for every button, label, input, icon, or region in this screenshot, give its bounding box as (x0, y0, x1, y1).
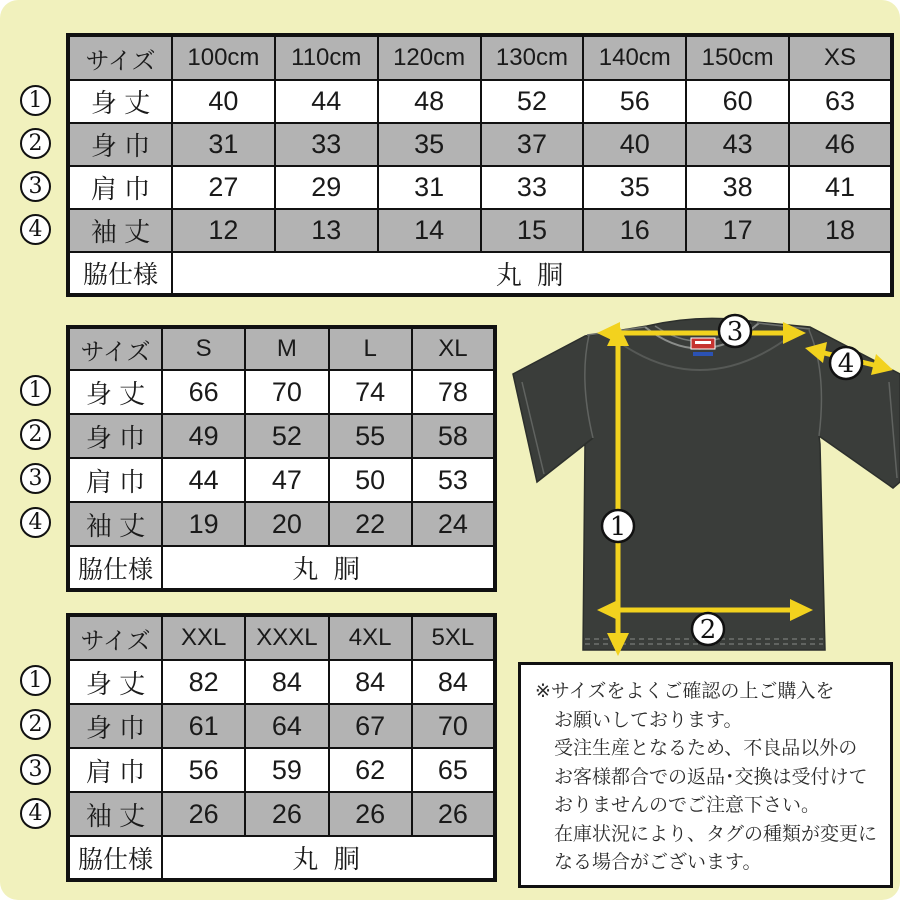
neck-tag-text (695, 341, 711, 344)
size-header-cell: XXL (162, 615, 245, 660)
measurement-value-cell: 84 (412, 660, 495, 704)
measurement-value-cell: 26 (412, 792, 495, 836)
measurement-value-cell: 20 (245, 502, 328, 546)
row-label-cell: 身 丈 (68, 660, 162, 704)
measurement-value-cell: 15 (481, 209, 584, 252)
row-marker-2: 2 (20, 709, 51, 740)
measurement-value-cell: 84 (245, 660, 328, 704)
side-spec-row (68, 546, 495, 590)
size-header-cell: 150cm (686, 35, 789, 80)
row-marker-2: 2 (20, 419, 51, 450)
size-header-cell: 4XL (329, 615, 412, 660)
measurement-value-cell: 58 (412, 414, 495, 458)
measurement-value-cell: 74 (329, 370, 412, 414)
measurement-value-cell: 44 (275, 80, 378, 123)
measurement-value-cell: 49 (162, 414, 245, 458)
measurement-value-cell: 24 (412, 502, 495, 546)
measurement-row (68, 123, 892, 166)
size-header-cell: L (329, 327, 412, 370)
row-marker-3: 3 (20, 463, 51, 494)
notice-line: お客様都合での返品･交換は受付けて (554, 766, 868, 788)
measurement-value-cell: 62 (329, 748, 412, 792)
side-spec-row (68, 836, 495, 880)
measurement-row (68, 502, 495, 546)
size-header-cell: XXXL (245, 615, 328, 660)
measurement-value-cell: 63 (789, 80, 892, 123)
measurement-value-cell: 78 (412, 370, 495, 414)
size-header-cell: S (162, 327, 245, 370)
measurement-value-cell: 44 (162, 458, 245, 502)
size-header-cell: サイズ (68, 35, 172, 80)
measurement-value-cell: 13 (275, 209, 378, 252)
row-label-cell: 袖 丈 (68, 502, 162, 546)
row-marker-1: 1 (20, 665, 51, 696)
measurement-value-cell: 12 (172, 209, 275, 252)
row-label-cell: 袖 丈 (68, 792, 162, 836)
measurement-row (68, 458, 495, 502)
measurement-value-cell: 46 (789, 123, 892, 166)
measurement-value-cell: 26 (329, 792, 412, 836)
svg-text:4: 4 (837, 349, 855, 379)
svg-text:3: 3 (726, 317, 744, 347)
tshirt-diagram (505, 310, 900, 662)
marker-circle-3 (719, 315, 751, 347)
measurement-value-cell: 70 (412, 704, 495, 748)
measurement-value-cell: 43 (686, 123, 789, 166)
measurement-value-cell: 33 (275, 123, 378, 166)
row-label-cell: 肩 巾 (68, 748, 162, 792)
measurement-row (68, 792, 495, 836)
svg-text:2: 2 (699, 615, 717, 645)
side-spec-label-cell: 脇仕様 (68, 836, 162, 880)
measurement-value-cell: 65 (412, 748, 495, 792)
side-spec-value-cell: 丸 胴 (172, 252, 892, 295)
side-spec-value-cell: 丸 胴 (162, 836, 495, 880)
measurement-value-cell: 27 (172, 166, 275, 209)
measurement-value-cell: 59 (245, 748, 328, 792)
measurement-row (68, 370, 495, 414)
measurement-value-cell: 56 (583, 80, 686, 123)
measurement-value-cell: 70 (245, 370, 328, 414)
side-spec-value-cell: 丸 胴 (162, 546, 495, 590)
notice-line: おりませんのでご注意下さい。 (554, 795, 821, 816)
measurement-value-cell: 18 (789, 209, 892, 252)
size-header-cell: 110cm (275, 35, 378, 80)
measurement-value-cell: 14 (378, 209, 481, 252)
measurement-value-cell: 52 (481, 80, 584, 123)
measurement-value-cell: 41 (789, 166, 892, 209)
row-marker-1: 1 (20, 85, 51, 116)
side-spec-label-cell: 脇仕様 (68, 252, 172, 295)
marker-circle-1 (602, 510, 634, 542)
side-spec-row (68, 252, 892, 295)
size-header-cell: M (245, 327, 328, 370)
measurement-value-cell: 67 (329, 704, 412, 748)
measurement-value-cell: 82 (162, 660, 245, 704)
measurement-value-cell: 17 (686, 209, 789, 252)
size-header-cell: 5XL (412, 615, 495, 660)
row-label-cell: 肩 巾 (68, 458, 162, 502)
size-header-cell: 140cm (583, 35, 686, 80)
measurement-value-cell: 48 (378, 80, 481, 123)
measurement-value-cell: 38 (686, 166, 789, 209)
size-table-big (66, 613, 497, 882)
size-table-header-row (68, 615, 495, 660)
notice-line: お願いしております。 (554, 709, 743, 731)
measurement-value-cell: 52 (245, 414, 328, 458)
row-marker-3: 3 (20, 754, 51, 785)
size-table-header-row (68, 35, 892, 80)
row-label-cell: 身 丈 (68, 370, 162, 414)
size-table-header-row (68, 327, 495, 370)
measurement-value-cell: 29 (275, 166, 378, 209)
row-marker-4: 4 (20, 214, 51, 245)
marker-circle-2 (692, 613, 724, 645)
measurement-value-cell: 35 (583, 166, 686, 209)
measurement-value-cell: 26 (162, 792, 245, 836)
row-marker-2: 2 (20, 128, 51, 159)
row-marker-4: 4 (20, 507, 51, 538)
measurement-row (68, 748, 495, 792)
size-header-cell: 130cm (481, 35, 584, 80)
measurement-value-cell: 33 (481, 166, 584, 209)
measurement-row (68, 660, 495, 704)
measurement-value-cell: 50 (329, 458, 412, 502)
measurement-value-cell: 22 (329, 502, 412, 546)
size-header-cell: サイズ (68, 327, 162, 370)
measurement-value-cell: 35 (378, 123, 481, 166)
marker-circle-4 (830, 347, 862, 379)
measurement-value-cell: 66 (162, 370, 245, 414)
row-label-cell: 肩 巾 (68, 166, 172, 209)
row-marker-1: 1 (20, 375, 51, 406)
size-header-cell: XS (789, 35, 892, 80)
row-label-cell: 袖 丈 (68, 209, 172, 252)
measurement-value-cell: 60 (686, 80, 789, 123)
measurement-value-cell: 56 (162, 748, 245, 792)
size-header-cell: 120cm (378, 35, 481, 80)
svg-text:1: 1 (609, 512, 627, 542)
measurement-value-cell: 26 (245, 792, 328, 836)
row-label-cell: 身 巾 (68, 704, 162, 748)
measurement-value-cell: 31 (378, 166, 481, 209)
size-table-adult (66, 325, 497, 592)
measurement-row (68, 414, 495, 458)
row-label-cell: 身 巾 (68, 123, 172, 166)
measurement-value-cell: 84 (329, 660, 412, 704)
tshirt-svg (505, 310, 900, 662)
measurement-value-cell: 47 (245, 458, 328, 502)
notice-box (518, 662, 893, 888)
measurement-value-cell: 31 (172, 123, 275, 166)
row-marker-4: 4 (20, 798, 51, 829)
measurement-value-cell: 37 (481, 123, 584, 166)
size-header-cell: XL (412, 327, 495, 370)
size-header-cell: 100cm (172, 35, 275, 80)
measurement-value-cell: 19 (162, 502, 245, 546)
measurement-value-cell: 40 (172, 80, 275, 123)
measurement-row (68, 166, 892, 209)
notice-line: 在庫状況により、タグの種類が変更に (554, 823, 878, 845)
measurement-value-cell: 40 (583, 123, 686, 166)
measurement-value-cell: 16 (583, 209, 686, 252)
notice-line: ※サイズをよくご確認の上ご購入を (535, 681, 835, 702)
measurement-value-cell: 53 (412, 458, 495, 502)
notice-line: なる場合がございます。 (554, 852, 762, 873)
measurement-row (68, 704, 495, 748)
row-label-cell: 身 巾 (68, 414, 162, 458)
measurement-value-cell: 64 (245, 704, 328, 748)
side-spec-label-cell: 脇仕様 (68, 546, 162, 590)
measurement-row (68, 209, 892, 252)
measurement-row (68, 80, 892, 123)
measurement-value-cell: 61 (162, 704, 245, 748)
measurement-value-cell: 55 (329, 414, 412, 458)
neck-tag-blue (693, 352, 713, 356)
row-label-cell: 身 丈 (68, 80, 172, 123)
size-table-kids (66, 33, 894, 297)
notice-line: 受注生産となるため、不良品以外の (554, 738, 858, 759)
row-marker-3: 3 (20, 171, 51, 202)
size-header-cell: サイズ (68, 615, 162, 660)
